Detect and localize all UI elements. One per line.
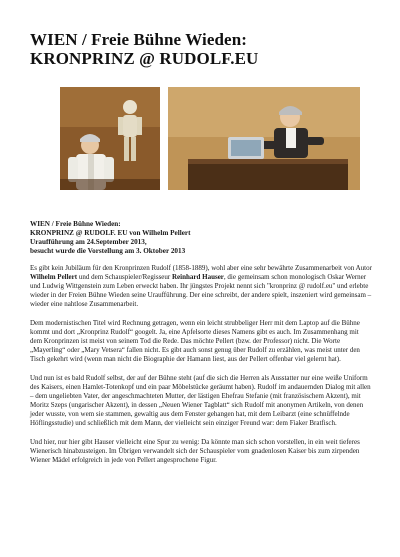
paragraph-1-text-d: , die gemeinsam schon monologisch Oskar Werner und Ludwig Wittgenstein zum Leben erweckt haben. Ihr jüngstes Projekt nennt sich "kronprinz @ rudolf.eu" und erlebte wieder in der Freien Bühne Wieden seine Uraufführung. Der eine schreibt, der andere spielt, inszeniert wird gemeinsam – wieder eine nahtlose Zusammenarbeit.	[30, 273, 372, 308]
article-subhead	[30, 220, 372, 256]
photo-actor-with-skeleton	[60, 87, 160, 190]
photo-strip	[30, 87, 372, 190]
subhead-premiere-date: Uraufführung am 24.September 2013,	[30, 238, 147, 246]
paragraph-1-text-c: und dem Schauspieler/Regisseur	[77, 273, 172, 281]
paragraph-1-text-a: Es gibt kein Jubiläum für den Kronprinzen Rudolf (1858-1889), wohl aber eine sehr bewährte Zusammenarbeit von Autor	[30, 264, 372, 272]
paragraph-4: Und hier, nur hier gibt Hauser vielleicht eine Spur zu wenig: Da könnte man sich schon vorstellen, in ein weit tieferes Wienerisch hinabzusteigen. Im Übrigen verwandelt sich der Schauspieler vom gnadenlosen Kaiser bis zum zirpenden Wiener Mädel erfolgreich in jede von Pellert angesprochene Figur.	[30, 438, 360, 464]
subhead-location: WIEN / Freie Bühne Wieden:	[30, 220, 121, 228]
headline-line-1: WIEN / Freie Bühne Wieden:	[30, 30, 248, 49]
paragraph-3: Und nun ist es bald Rudolf selbst, der auf der Bühne steht (auf die sich die Herren als Ausstatter nur eine weiße Uniform des Kaisers, einen Hamlet-Totenkopf und ein paar Möbelstücke geräumt haben). Rudolf im andauernden Dialog mit allen – dem ungeliebten Vater, der angeschmachteten Mutter, der lästigen Ehefrau Stefanie (mit französischem Akzent), mit Moritz Szeps (ungarischer Akzent), in dessen „Neuen Wiener Tagblatt“ sich Rudolf mit anonymen Artikeln, von denen jeder wusste, von wem sie stammen, gewaltig aus dem Fenster gehangen hat, mit dem Leibarzt (eine schnüffelnde Höflingsstudie) und schließlich mit dem Mann, der vielleicht sein einziger Freund war: dem Fiaker Bratfisch.	[30, 374, 371, 427]
paragraph-1	[30, 264, 372, 309]
stage-photo-right-image	[168, 87, 360, 190]
subhead-title-author: KRONPRINZ @ RUDOLF. EU von Wilhelm Pellert	[30, 229, 191, 237]
stage-photo-left-image	[60, 87, 160, 190]
subhead-visit-date: besucht wurde die Vorstellung am 3. Oktober 2013	[30, 247, 186, 255]
paragraph-2: Dem modernistischen Titel wird Rechnung getragen, wenn ein leicht strubbeliger Herr mit dem Laptop auf die Bühne kommt und dort „Kronprinz Rudolf“ googelt. Ja, eine Apfelsorte dieses Namens gibt es auch. Im Zusammenhang mit dem Kronprinzen ist meist von seinem Tod die Rede. Das möchte Pellert (bzw. der Professor) nicht. Die Worte „Mayerling“ oder „Mary Vetsera“ fallen nicht. Es gibt auch sonst genug über Rudolf zu erzählen, was meist unter den Tisch gekehrt wird (wenn man nicht die Biographie der Hamann liest, aus der Pellert offenbar viel gelernt hat).	[30, 319, 360, 363]
actor-director-name: Reinhard Hauser	[171, 273, 224, 281]
page-title	[30, 30, 372, 68]
author-name: Wilhelm Pellert	[30, 273, 78, 281]
headline-line-2: KRONPRINZ @ RUDOLF.EU	[30, 49, 259, 68]
photo-actor-at-laptop	[168, 87, 360, 190]
